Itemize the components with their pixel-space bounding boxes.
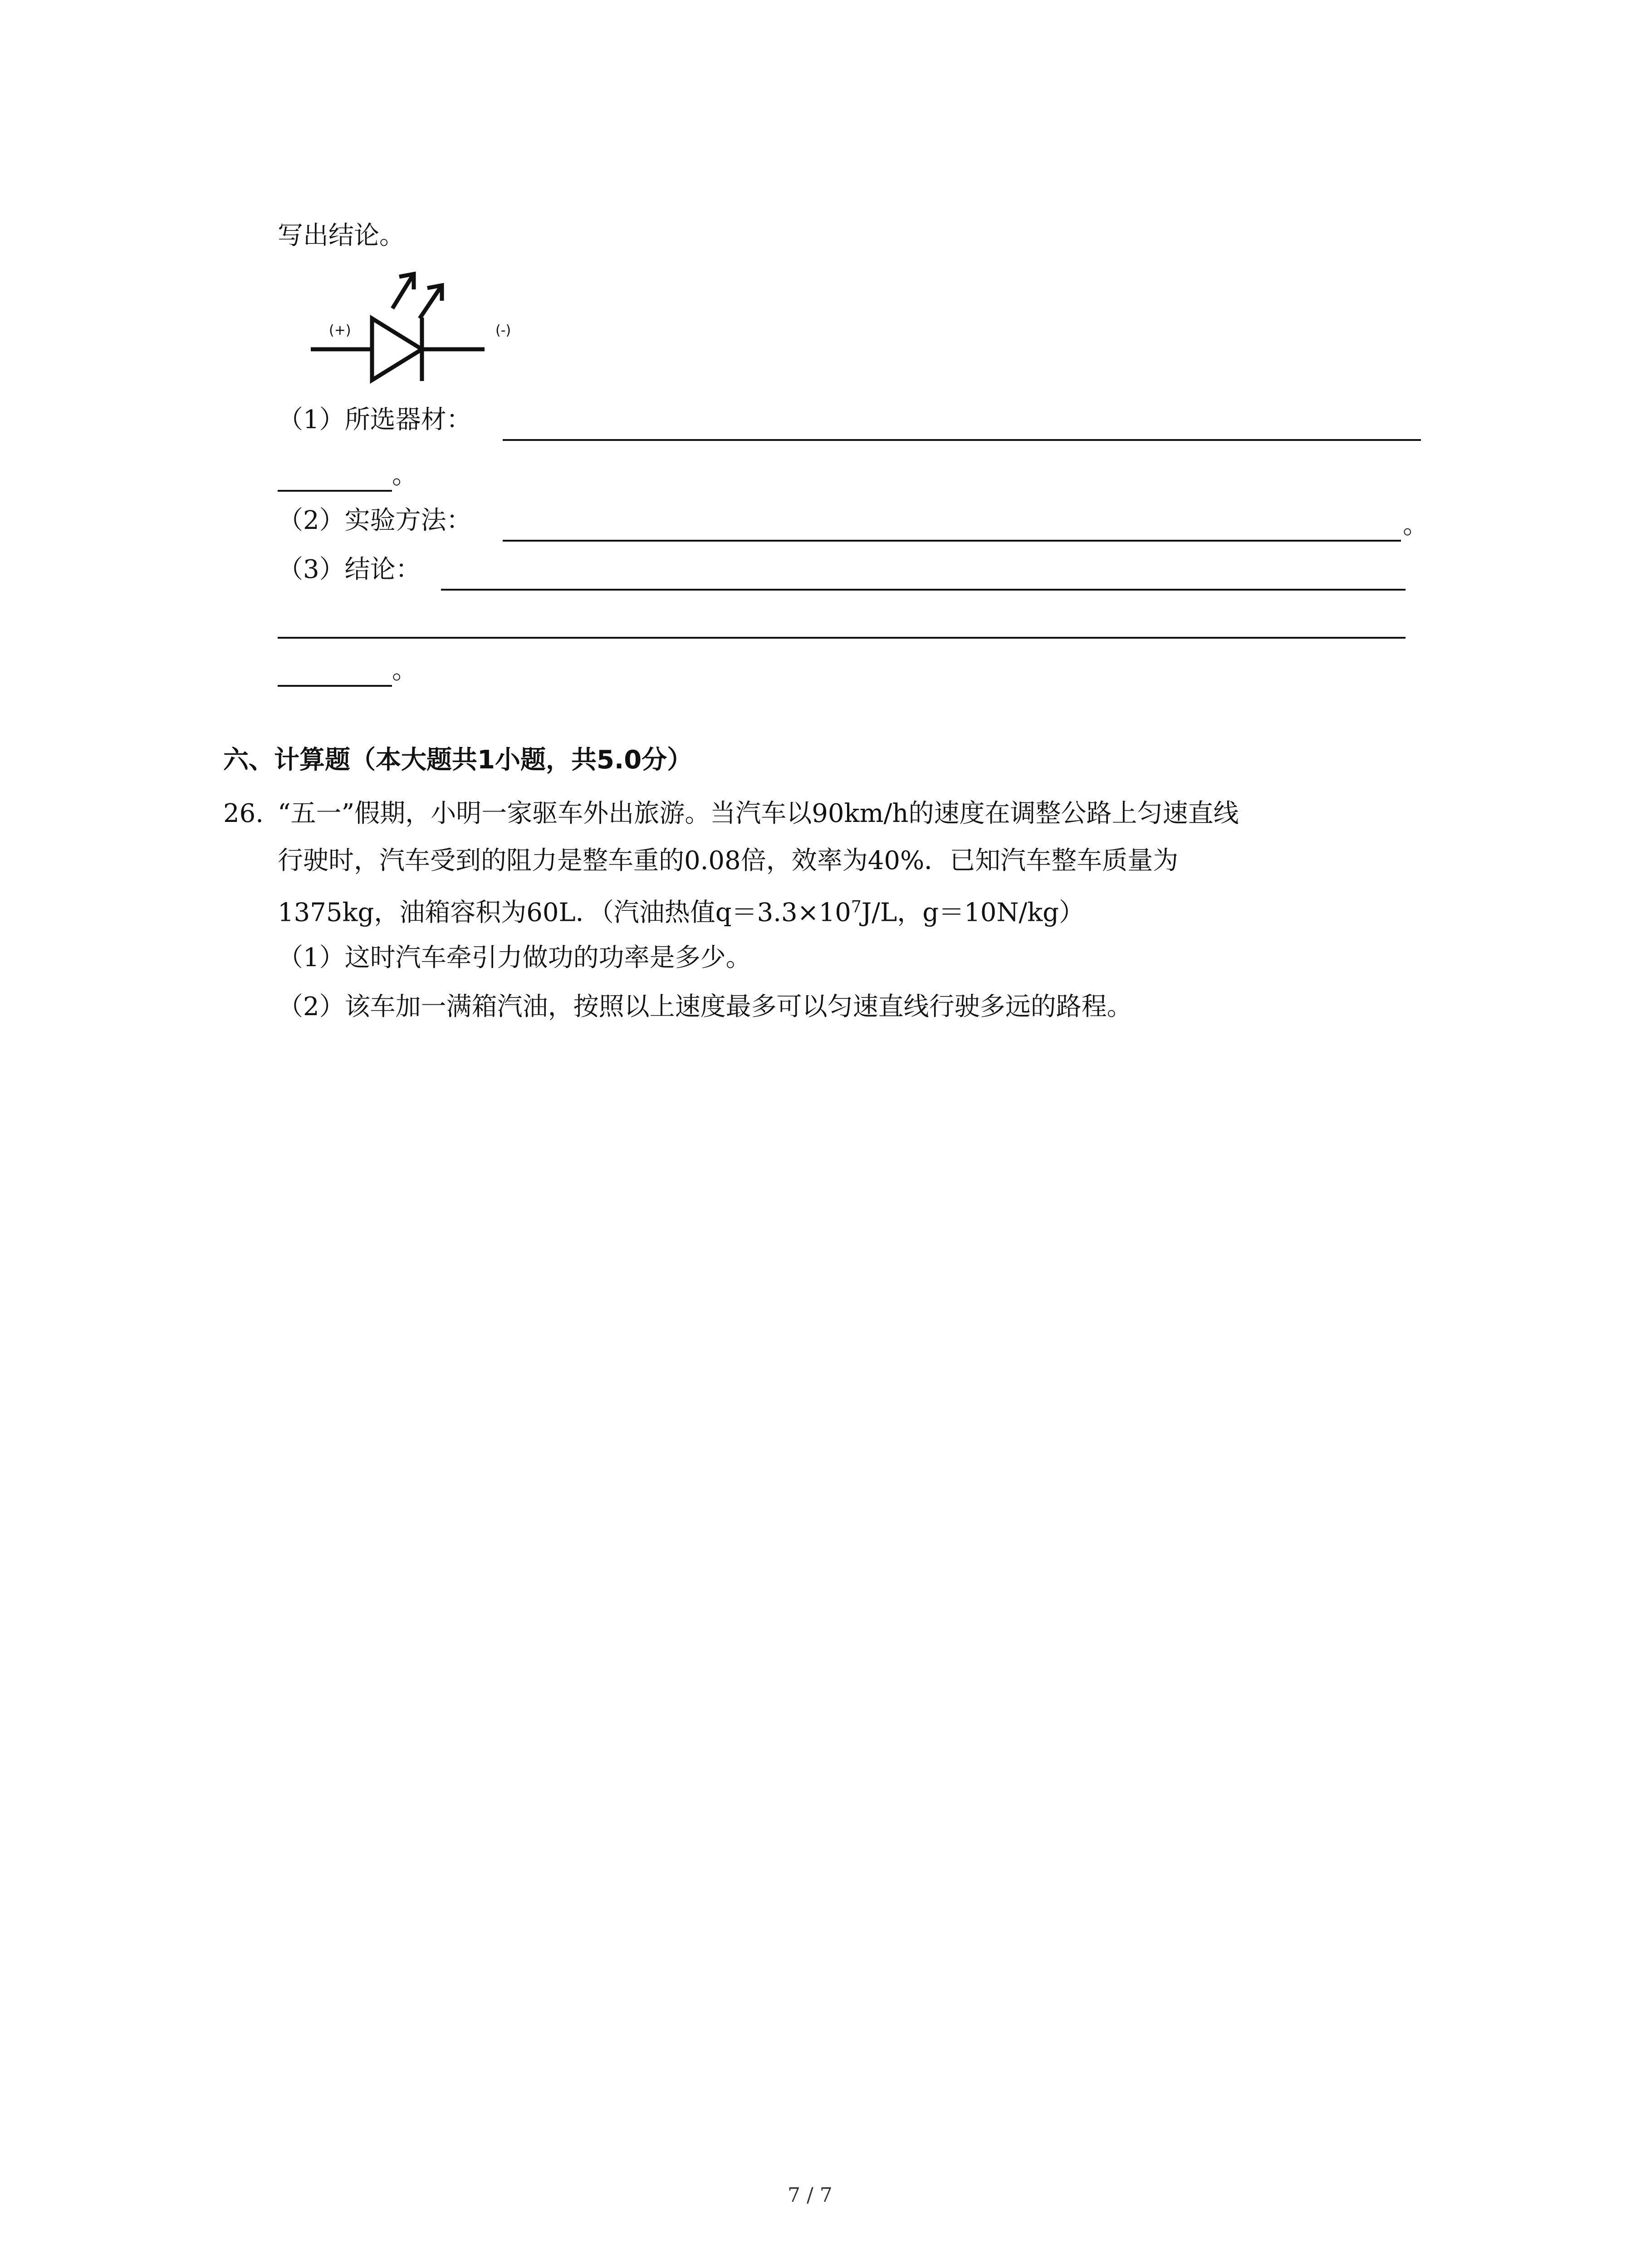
question-2-end: 。 — [1403, 510, 1428, 540]
question-1-label: （1）所选器材： — [278, 405, 472, 435]
page-number: 7 / 7 — [788, 2184, 833, 2207]
problem-line-1: “五一”假期，小明一家驱车外出旅游。当汽车以90km/h的速度在调整公路上匀速直线 — [278, 799, 1239, 828]
sub-question-1: （1）这时汽车牵引力做功的功率是多少。 — [278, 943, 751, 973]
led-symbol-icon — [309, 268, 544, 399]
question-2-answer-line — [503, 540, 1401, 542]
experiment-intro: 写出结论。 — [278, 221, 405, 250]
sub-question-2: （2）该车加一满箱汽油，按照以上速度最多可以匀速直线行驶多远的路程。 — [278, 992, 1132, 1022]
question-3-answer-line-2 — [278, 637, 1406, 639]
exponent: 7 — [851, 898, 862, 916]
question-3-answer-line — [441, 589, 1406, 591]
problem-number: 26. — [223, 799, 264, 828]
question-3-answer-line-3 — [278, 685, 392, 687]
problem-line-3-units: J/L，g＝10N/kg） — [861, 898, 1084, 928]
problem-line-3-main: 1375kg，油箱容积为60L．（汽油热值q＝3.3×10 — [278, 898, 851, 928]
section-heading: 六、计算题（本大题共1小题，共5.0分） — [223, 745, 693, 775]
question-3-label: （3）结论： — [278, 555, 421, 584]
question-1-end: 。 — [392, 460, 417, 490]
question-1-answer-line — [503, 439, 1421, 441]
led-plus-label: (+) — [329, 323, 351, 338]
problem-line-3 — [278, 899, 1084, 926]
question-1-answer-line-cont — [278, 490, 392, 492]
question-2-label: （2）实验方法： — [278, 506, 472, 535]
question-3-end: 。 — [392, 655, 417, 685]
problem-line-2: 行驶时，汽车受到的阻力是整车重的0.08倍，效率为40%．已知汽车整车质量为 — [278, 846, 1179, 875]
led-minus-label: (-) — [495, 323, 511, 338]
